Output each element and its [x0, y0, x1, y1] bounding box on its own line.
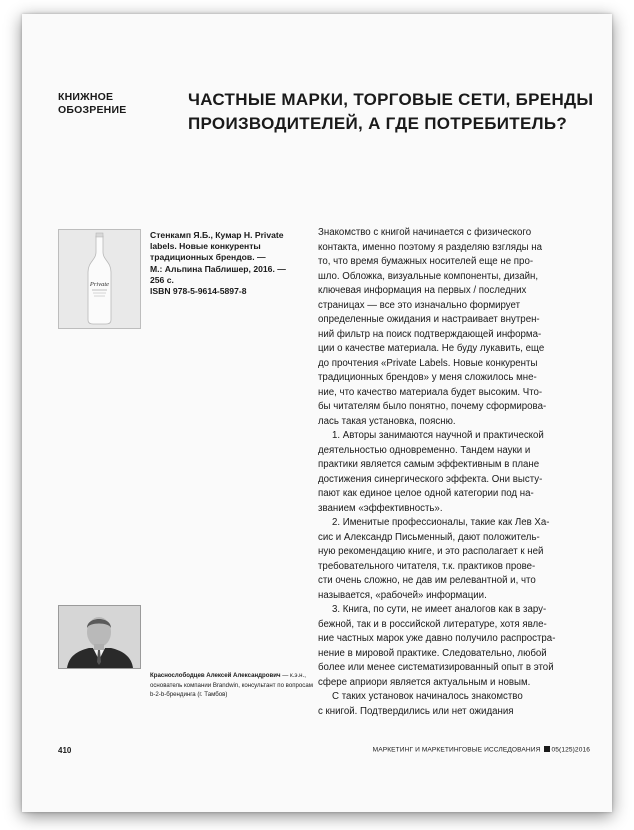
- section-label: [58, 91, 126, 117]
- book-cover-image: [58, 229, 141, 329]
- body-line: лась такая установка, поясню.: [318, 415, 456, 427]
- author-portrait-illustration: [59, 606, 140, 668]
- bibliography-line: labels. Новые конкуренты: [150, 241, 261, 252]
- journal-name: МАРКЕТИНГ И МАРКЕТИНГОВЫЕ ИССЛЕДОВАНИЯ: [372, 746, 541, 754]
- body-line: практики является самым эффективным в плане: [318, 459, 540, 470]
- journal-issue: 05(125)2016: [551, 746, 590, 754]
- body-line: пают как единое целое одной категории под на-: [318, 488, 534, 499]
- body-line: деятельностью одновременно. Тандем науки и: [318, 444, 531, 456]
- body-line: ную рекомендацию книге, и это располагает к ней: [318, 546, 544, 557]
- book-bibliography: [150, 230, 300, 297]
- author-photo: [58, 605, 141, 669]
- body-line: званием «эффективность».: [318, 502, 443, 514]
- square-bullet-icon: [544, 746, 550, 752]
- body-line: называется, «рабочей» информации.: [318, 589, 487, 601]
- body-line: шло. Обложка, визуальные компоненты, дизайн,: [318, 270, 539, 282]
- body-line: бежной, так и в российской литературе, хотя явле-: [318, 618, 547, 630]
- section-label-line: КНИЖНОЕ: [58, 91, 114, 103]
- body-line: ний фильтр на поиск подтверждающей информа-: [318, 328, 542, 340]
- author-caption-line: [150, 671, 315, 681]
- body-line: С таких установок начиналось знакомство: [332, 691, 523, 702]
- body-line: достижения синергического эффекта. Они высту-: [318, 473, 543, 485]
- section-label-line: ОБОЗРЕНИЕ: [58, 104, 127, 116]
- body-line: то, что время бумажных носителей еще не про-: [318, 256, 534, 267]
- body-line: бы читателям было понятно, почему сформирова-: [318, 401, 547, 412]
- bibliography-line: Стенкамп Я.Б., Кумар Н. Private: [150, 230, 284, 240]
- author-caption: [150, 671, 315, 700]
- body-line: 3. Книга, по сути, не имеет аналогов как в зару-: [332, 604, 547, 615]
- body-line: более или менее систематизированный опыт в этой: [318, 662, 554, 673]
- bibliography-line: традиционных брендов. —: [150, 252, 266, 263]
- bibliography-line: М.: Альпина Паблишер, 2016. —: [150, 263, 286, 274]
- body-line: 1. Авторы занимаются научной и практической: [332, 430, 544, 441]
- author-degree: — к.э.н.,: [280, 672, 306, 679]
- journal-footer: [373, 746, 590, 754]
- bottle-illustration: [59, 230, 140, 328]
- body-line: контакта, именно поэтому я разделяю взгляды на: [318, 241, 543, 253]
- article-body: [318, 226, 568, 719]
- body-line: ции о качестве материала. Не буду лукавить, еще: [318, 343, 545, 354]
- body-line: ключевая информация на первых / последних: [318, 285, 527, 296]
- body-line: с книгой. Подтвердились или нет ожидания: [318, 705, 514, 717]
- author-caption-line: b-2-b-брендинга (г. Тамбов): [150, 691, 228, 699]
- body-line: ние, что качество материала будет высоким. Что-: [318, 386, 543, 398]
- body-line: Знакомство с книгой начинается с физического: [318, 227, 532, 238]
- author-caption-line: основатель компании Brandwin, консультант по вопросам: [150, 681, 313, 689]
- body-line: требовательного читателя, т.к. практиков прове-: [318, 560, 536, 572]
- body-line: 2. Именитые профессионалы, такие как Лев Ха-: [332, 517, 550, 528]
- page-number: 410: [58, 746, 72, 755]
- body-line: определенные ожидания и настраивает внутрен-: [318, 314, 540, 325]
- body-line: нение в мировой практике. Следовательно, любой: [318, 647, 547, 659]
- body-line: ние частных марок уже давно получило распростра-: [318, 633, 556, 644]
- headline-line: ПРОИЗВОДИТЕЛЕЙ, А ГДЕ ПОТРЕБИТЕЛЬ?: [188, 114, 568, 133]
- author-name: Краснослободцев Алексей Александрович: [150, 672, 281, 679]
- body-line: до прочтения «Private Labels. Новые конкуренты: [318, 357, 538, 369]
- body-line: сти очень сложно, не дав им релевантной и, что: [318, 575, 536, 586]
- bibliography-line: 256 с.: [150, 274, 174, 285]
- body-line: страницах — все это изначально формирует: [318, 299, 521, 311]
- body-line: сис и Александр Письменный, дают положитель-: [318, 531, 540, 543]
- bottle-label-text: Private: [89, 281, 110, 288]
- article-headline: [188, 88, 594, 136]
- body-line: сфере априори является актуальным и новым.: [318, 676, 531, 688]
- headline-line: ЧАСТНЫЕ МАРКИ, ТОРГОВЫЕ СЕТИ, БРЕНДЫ: [188, 90, 594, 109]
- body-line: традиционных брендов» у меня сложилось мне-: [318, 372, 537, 383]
- bibliography-line: ISBN 978-5-9614-5897-8: [150, 286, 247, 297]
